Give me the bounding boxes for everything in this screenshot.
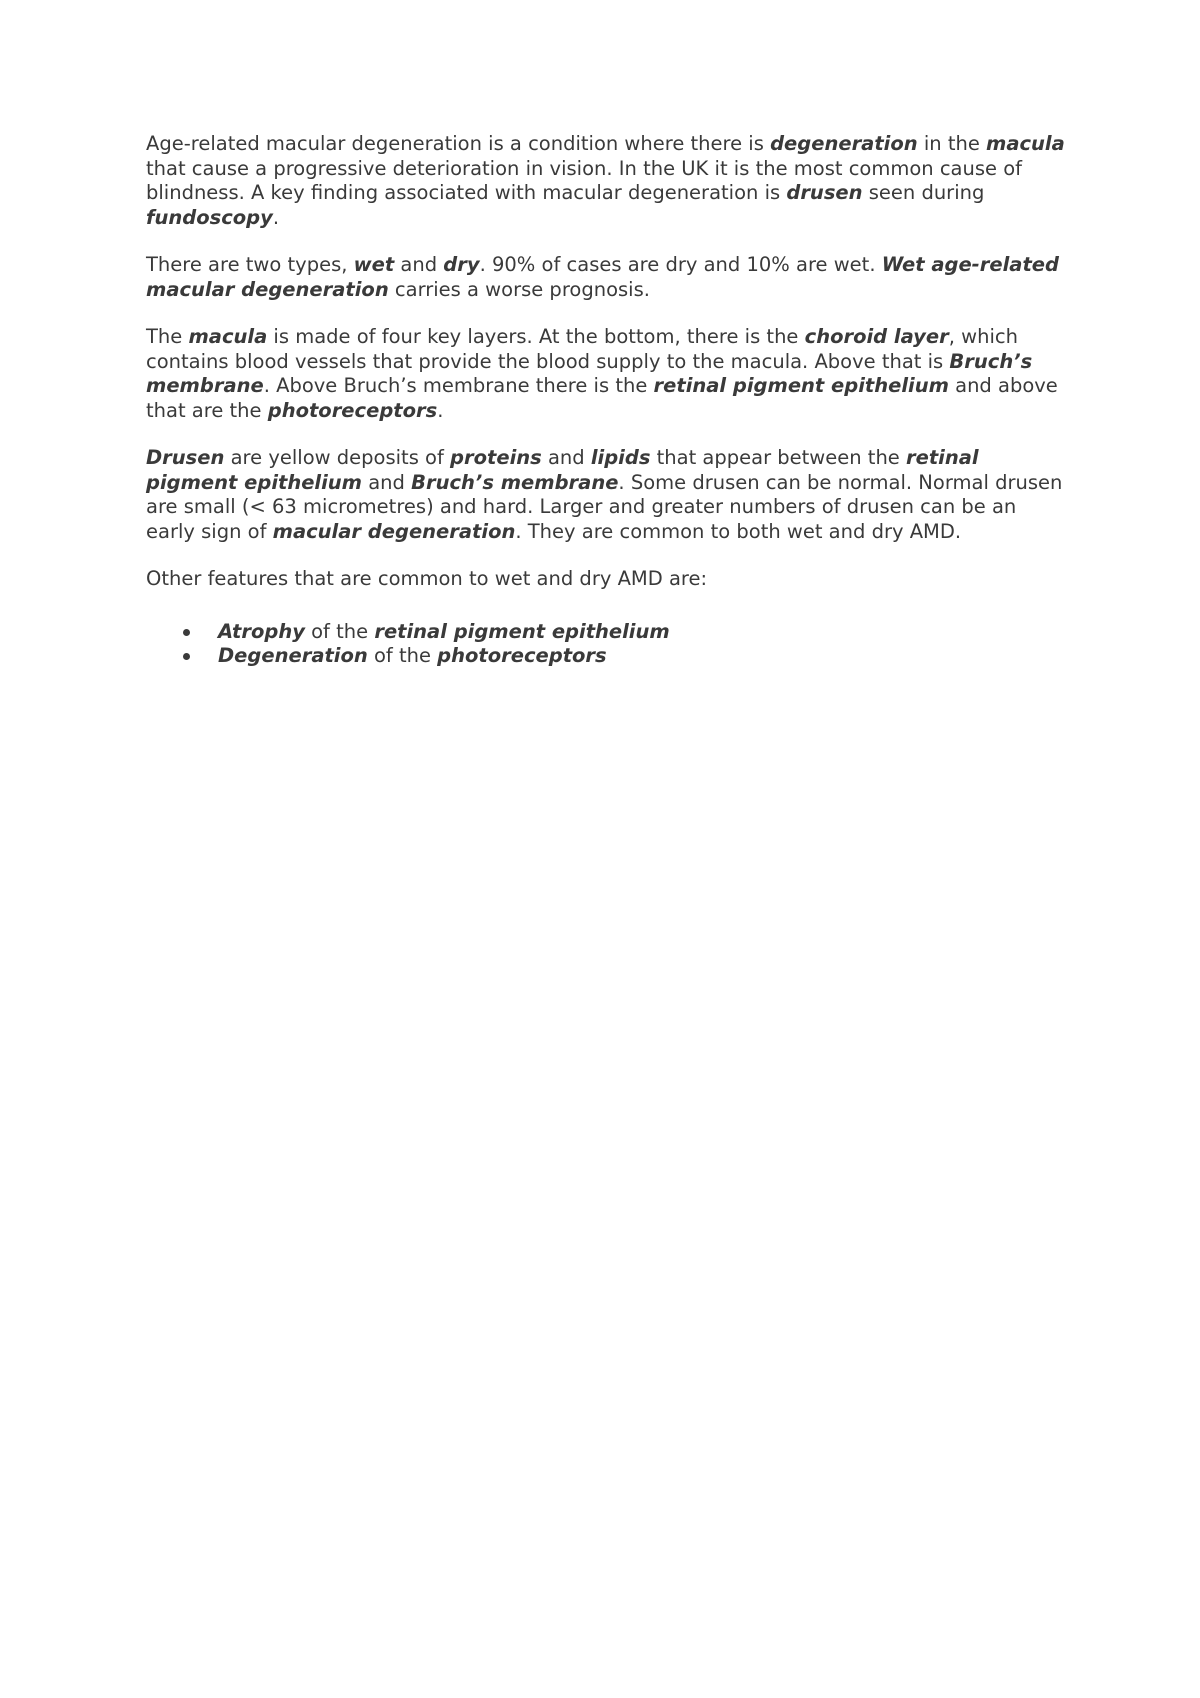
emphasized-term: Wet age-related macular degeneration: [146, 253, 1059, 301]
text-run: carries a worse prognosis.: [388, 277, 650, 301]
text-run: that cause a progressive deterioration in vision. In the UK it is the most common cause of blindness. A key finding associated with macular degeneration is: [146, 156, 1023, 204]
text-run: and: [362, 470, 412, 494]
text-run: . Above Bruch’s membrane there is the: [263, 374, 654, 397]
emphasized-term: macular degeneration: [272, 519, 516, 543]
emphasized-term: degeneration: [770, 132, 918, 155]
emphasized-term: photoreceptors: [267, 398, 438, 422]
emphasized-term: Atrophy: [218, 619, 305, 643]
emphasized-term: lipids: [590, 446, 651, 469]
emphasized-term: retinal pigment epithelium: [653, 374, 949, 397]
bullet-icon: [183, 629, 190, 636]
emphasized-term: choroid layer: [804, 325, 949, 348]
text-run: Other features that are common to wet and dry AMD are:: [146, 567, 708, 590]
text-run: that appear between the: [650, 446, 907, 469]
document-body: [146, 132, 1066, 592]
text-run: . They are common to both wet and dry AMD.: [515, 519, 962, 543]
emphasized-term: Drusen: [146, 446, 225, 469]
text-run: . 90% of cases are dry and 10% are wet.: [479, 253, 882, 276]
paragraph: [146, 253, 1066, 302]
text-run: of the: [367, 644, 438, 667]
list-item: [146, 620, 1066, 645]
text-run: are yellow deposits of: [224, 446, 451, 469]
text-run: in the: [917, 132, 987, 155]
text-run: and: [394, 253, 444, 276]
document-page: [146, 132, 1066, 669]
emphasized-term: macula: [986, 132, 1065, 155]
emphasized-term: photoreceptors: [437, 644, 607, 667]
emphasized-term: Degeneration: [218, 644, 368, 667]
list-item: [146, 644, 1066, 669]
text-run: of the: [304, 619, 375, 643]
emphasized-term: wet: [353, 253, 395, 276]
text-run: . Some drusen can be normal. Normal drusen are small (< 63 micrometres) and hard. Larger and greater numbers of drusen can be an early sign of: [146, 470, 1063, 543]
bullet-icon: [183, 653, 190, 660]
emphasized-term: proteins: [450, 446, 542, 469]
text-run: Age-related macular degeneration is a condition where there is: [146, 132, 771, 155]
emphasized-term: fundoscopy: [146, 205, 273, 229]
text-run: and: [541, 446, 591, 469]
text-run: .: [272, 205, 280, 229]
paragraph: [146, 325, 1066, 423]
paragraph: [146, 132, 1066, 230]
text-run: is made of four key layers. At the bottom, there is the: [267, 325, 805, 348]
emphasized-term: macula: [188, 325, 268, 348]
text-run: There are two types,: [146, 253, 354, 276]
text-run: , which contains blood vessels that provide the blood supply to the macula. Above that is: [146, 325, 1018, 373]
emphasized-term: drusen: [786, 181, 863, 204]
text-run: .: [437, 398, 444, 422]
paragraph: [146, 446, 1066, 544]
text-run: seen during: [862, 181, 985, 204]
emphasized-term: Bruch’s membrane: [146, 349, 1033, 397]
emphasized-term: dry: [443, 253, 480, 276]
text-run: The: [146, 325, 189, 348]
emphasized-term: retinal pigment epithelium: [374, 619, 670, 643]
text-run: and above that are the: [146, 374, 1058, 422]
emphasized-term: Bruch’s membrane: [411, 470, 619, 494]
emphasized-term: retinal pigment epithelium: [146, 446, 979, 494]
paragraph: [146, 567, 1066, 592]
feature-list: [146, 620, 1066, 669]
